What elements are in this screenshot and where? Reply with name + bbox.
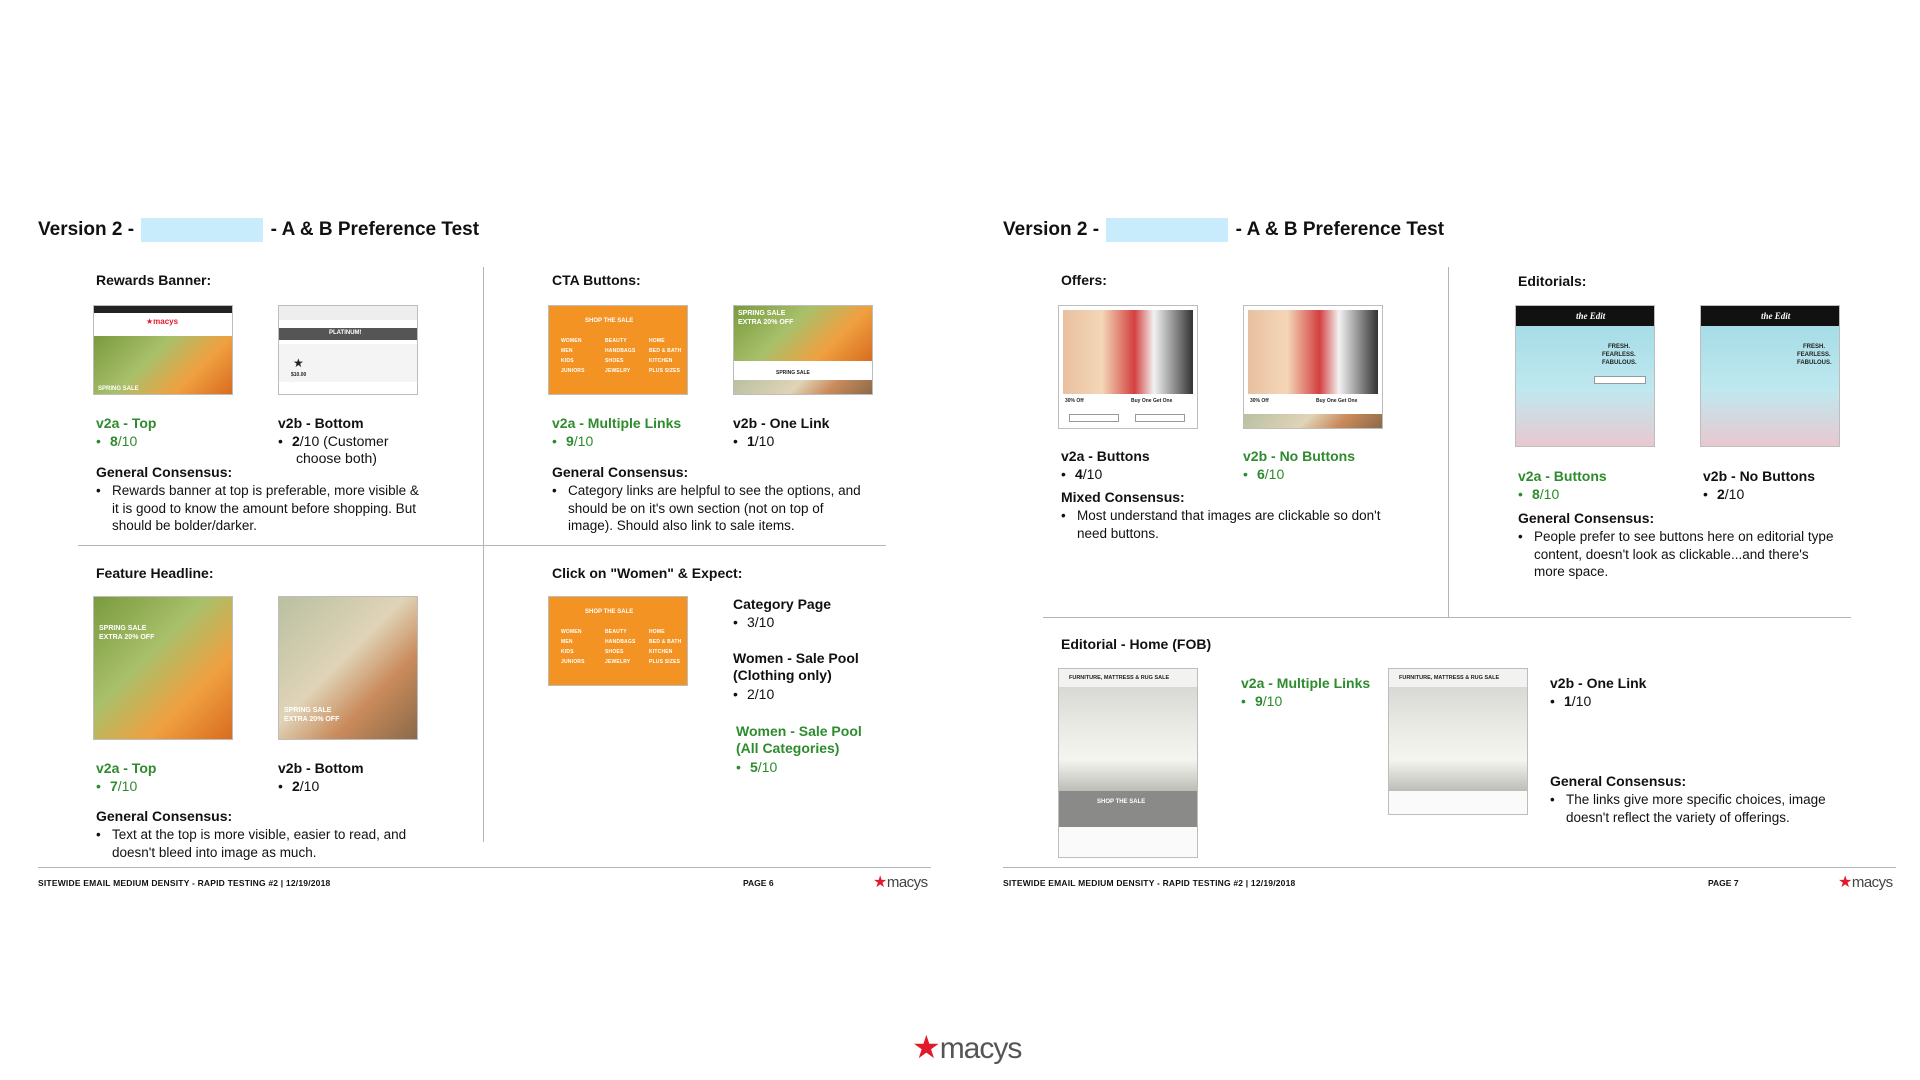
editorials-thumb-a-tag2: FEARLESS. — [1602, 352, 1636, 358]
click-opt1-score: • 3/10 — [733, 614, 775, 630]
footer-rule — [1003, 867, 1896, 868]
click-women-heading: Click on "Women" & Expect: — [552, 565, 743, 581]
title-prefix: Version 2 - — [38, 219, 135, 241]
cta-thumb-b[interactable] — [733, 305, 873, 395]
click-opt2-label: Women - Sale Pool (Clothing only) — [733, 650, 859, 683]
feature-consensus-text: • Text at the top is more visible, easier to read, and doesn't bleed into image as much. — [96, 827, 407, 860]
rewards-v2a-label: v2a - Top — [96, 415, 157, 431]
editorials-thumb-b-tag1: FRESH. — [1803, 344, 1826, 350]
macys-bottom-logo: ★macys — [912, 1029, 1022, 1065]
rewards-thumb-b-text: PLATINUM! — [329, 330, 362, 336]
offers-thumb-b-t2: Buy One Get One — [1316, 398, 1358, 404]
star-icon: ★ — [873, 874, 887, 891]
cta-thumb-a[interactable]: SHOP THE SALE WOMEN MEN KIDS JUNIORS BEAUTY HANDBAGS SHOES JEWELRY HOME BED & BATH KITCHEN PLUS SIZES — [548, 305, 688, 395]
editorials-thumb-a[interactable] — [1515, 305, 1655, 447]
slide-title — [38, 218, 479, 242]
feature-thumb-b-text1: SPRING SALE — [284, 707, 332, 714]
editorials-v2a-score: • 8/10 — [1518, 486, 1560, 502]
fob-thumb-a-title: FURNITURE, MATTRESS & RUG SALE — [1069, 675, 1170, 681]
cta-thumb-b-text3: SPRING SALE — [776, 370, 810, 376]
macys-logo: ★macys — [1838, 874, 1893, 891]
feature-v2a-score: • 7/10 — [96, 778, 138, 794]
cta-thumb-a-text: SHOP THE SALE — [585, 318, 634, 324]
star-icon: ★ — [912, 1029, 940, 1065]
fob-thumb-a[interactable] — [1058, 668, 1198, 858]
offers-thumb-a[interactable] — [1058, 305, 1198, 429]
rewards-thumb-a-text: SPRING SALE — [98, 386, 139, 392]
feature-v2b-score: • 2/10 — [278, 778, 320, 794]
slide-page-6 — [38, 200, 933, 900]
title-suffix: - A & B Preference Test — [270, 219, 480, 241]
divider-horizontal — [1043, 617, 1851, 618]
page-number: PAGE 7 — [1708, 878, 1739, 888]
rewards-v2b-label: v2b - Bottom — [278, 415, 364, 431]
feature-v2b-label: v2b - Bottom — [278, 760, 364, 776]
editorials-thumb-b-title: the Edit — [1761, 311, 1791, 321]
slide-title — [1003, 218, 1444, 242]
macys-logo: ★macys — [873, 874, 928, 891]
page-number: PAGE 6 — [743, 878, 774, 888]
title-suffix: - A & B Preference Test — [1235, 219, 1445, 241]
divider-vertical — [483, 267, 484, 842]
editorials-heading: Editorials: — [1518, 273, 1587, 289]
fob-v2a-score: • 9/10 — [1241, 693, 1283, 709]
editorials-thumb-a-tag3: FABULOUS. — [1602, 360, 1637, 366]
offers-thumb-b[interactable] — [1243, 305, 1383, 429]
slide-page-7 — [1003, 200, 1898, 900]
rewards-v2b-score: • 2/10 (Customer choose both) — [278, 433, 389, 466]
redacted-name — [1106, 218, 1228, 242]
editorials-thumb-a-tag1: FRESH. — [1608, 344, 1631, 350]
cta-v2b-score: • 1/10 — [733, 433, 775, 449]
star-icon: ★ — [1838, 874, 1852, 891]
footer-rule — [38, 867, 931, 868]
rewards-consensus-heading: General Consensus: — [96, 464, 233, 480]
editorials-v2b-score: • 2/10 — [1703, 486, 1745, 502]
fob-v2a-label: v2a - Multiple Links — [1241, 675, 1371, 691]
fob-thumb-b-title: FURNITURE, MATTRESS & RUG SALE — [1399, 675, 1500, 681]
offers-v2b-label: v2b - No Buttons — [1243, 448, 1355, 464]
cta-v2b-label: v2b - One Link — [733, 415, 830, 431]
editorials-thumb-b[interactable] — [1700, 305, 1840, 447]
editorials-thumb-b-tag3: FABULOUS. — [1797, 360, 1832, 366]
feature-thumb-b-text2: EXTRA 20% OFF — [284, 716, 340, 723]
rewards-thumb-b[interactable]: PLATINUM! ★ $10.00 — [278, 305, 418, 395]
editorials-v2a-label: v2a - Buttons — [1518, 468, 1607, 484]
rewards-v2a-score: • 8/10 — [96, 433, 138, 449]
feature-thumb-a-text1: SPRING SALE — [99, 625, 147, 632]
click-opt3-label: Women - Sale Pool (All Categories) — [736, 723, 862, 756]
editorials-thumb-a-title: the Edit — [1576, 311, 1606, 321]
title-prefix: Version 2 - — [1003, 219, 1100, 241]
feature-v2a-label: v2a - Top — [96, 760, 157, 776]
fob-consensus-heading: General Consensus: — [1550, 773, 1687, 789]
editorials-consensus-text: • People prefer to see buttons here on editorial type content, doesn't look as clickable...and there's more space. — [1518, 529, 1834, 579]
feature-headline-heading: Feature Headline: — [96, 565, 214, 581]
click-women-thumb[interactable]: SHOP THE SALE WOMEN MEN KIDS JUNIORS BEAUTY HANDBAGS SHOES JEWELRY HOME BED & BATH KITCHEN PLUS SIZES — [548, 596, 688, 686]
footer-text: SITEWIDE EMAIL MEDIUM DENSITY - RAPID TESTING #2 | 12/19/2018 — [38, 878, 331, 888]
fob-consensus-text: • The links give more specific choices, image doesn't reflect the variety of offerings. — [1550, 792, 1826, 825]
editorials-consensus-heading: General Consensus: — [1518, 510, 1655, 526]
divider-horizontal — [78, 545, 886, 546]
footer-text: SITEWIDE EMAIL MEDIUM DENSITY - RAPID TESTING #2 | 12/19/2018 — [1003, 878, 1296, 888]
click-opt3-score: • 5/10 — [736, 759, 778, 775]
rewards-thumb-b-amount: $10.00 — [291, 372, 307, 378]
cta-thumb-b-text2: EXTRA 20% OFF — [738, 319, 794, 326]
editorials-thumb-b-tag2: FEARLESS. — [1797, 352, 1831, 358]
cta-buttons-heading: CTA Buttons: — [552, 272, 641, 288]
feature-thumb-a-text2: EXTRA 20% OFF — [99, 634, 155, 641]
fob-thumb-a-cta: SHOP THE SALE — [1097, 799, 1146, 805]
offers-v2b-score: • 6/10 — [1243, 466, 1285, 482]
click-opt1-label: Category Page — [733, 596, 832, 612]
cta-v2a-label: v2a - Multiple Links — [552, 415, 682, 431]
offers-thumb-a-t2: Buy One Get One — [1131, 398, 1173, 404]
click-opt2-score: • 2/10 — [733, 686, 775, 702]
fob-thumb-b[interactable] — [1388, 668, 1528, 815]
divider-vertical — [1448, 267, 1449, 617]
offers-consensus-text: • Most understand that images are clickable so don't need buttons. — [1061, 508, 1381, 541]
editorials-v2b-label: v2b - No Buttons — [1703, 468, 1815, 484]
cta-consensus-heading: General Consensus: — [552, 464, 689, 480]
feature-thumb-b[interactable] — [278, 596, 418, 740]
offers-v2a-label: v2a - Buttons — [1061, 448, 1150, 464]
rewards-thumb-a[interactable]: ★macys SPRING SALE — [93, 305, 233, 395]
redacted-name — [141, 218, 263, 242]
offers-thumb-a-t1: 30% Off — [1065, 398, 1084, 404]
rewards-consensus-text: • Rewards banner at top is preferable, more visible & it is good to know the amount before shopping. But should be bolder/darker. — [96, 483, 419, 533]
cta-thumb-b-text1: SPRING SALE — [738, 310, 786, 317]
fob-v2b-score: • 1/10 — [1550, 693, 1592, 709]
offers-consensus-heading: Mixed Consensus: — [1061, 489, 1185, 505]
rewards-banner-heading: Rewards Banner: — [96, 272, 212, 288]
fob-heading: Editorial - Home (FOB) — [1061, 636, 1212, 652]
offers-thumb-b-t1: 30% Off — [1250, 398, 1269, 404]
feature-consensus-heading: General Consensus: — [96, 808, 233, 824]
feature-thumb-a[interactable] — [93, 596, 233, 740]
click-women-thumb-text: SHOP THE SALE — [585, 609, 634, 615]
fob-v2b-label: v2b - One Link — [1550, 675, 1647, 691]
offers-heading: Offers: — [1061, 272, 1107, 288]
cta-v2a-score: • 9/10 — [552, 433, 594, 449]
cta-consensus-text: • Category links are helpful to see the options, and should be on it's own section (not on top of image). Should also link to sale items. — [552, 483, 861, 533]
offers-v2a-score: • 4/10 — [1061, 466, 1103, 482]
